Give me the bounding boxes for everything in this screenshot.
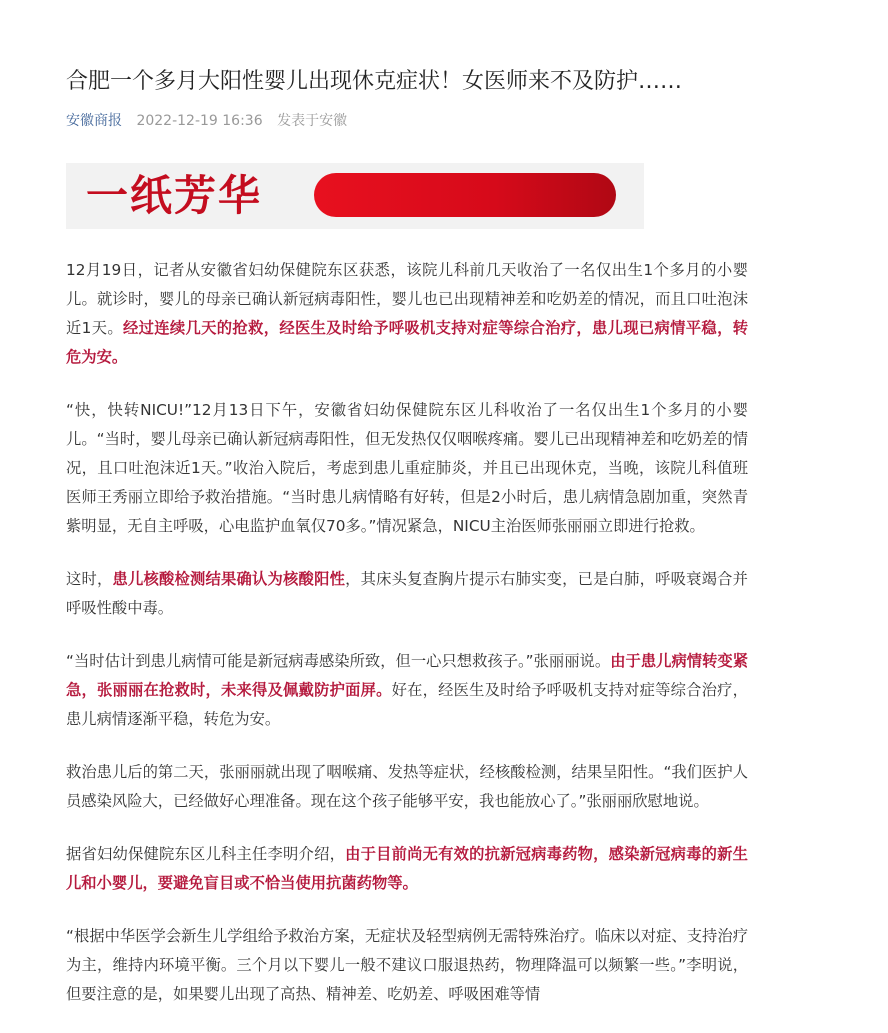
paragraph-text: “当时估计到患儿病情可能是新冠病毒感染所致，但一心只想救孩子。”张丽丽说。 [66,652,611,670]
paragraph-text: 救治患儿后的第二天，张丽丽就出现了咽喉痛、发热等症状，经核酸检测，结果呈阳性。“我们医护人员感染风险大，已经做好心理准备。现在这个孩子能够平安，我也能放心了。”张丽丽欣慰地说。 [66,763,748,810]
highlighted-text: 由于目前尚无有效的抗新冠病毒药物，感染新冠病毒的新生儿和小婴儿，要避免盲目或不恰当使用抗菌药物等。 [66,845,748,892]
publish-time: 2022-12-19 16:36 [136,113,263,129]
banner-red-bar [314,173,616,217]
publish-location: 发表于安徽 [277,113,348,129]
article-meta [66,110,347,132]
paragraph [66,396,748,541]
paragraph [66,840,748,898]
paragraph [66,758,748,816]
article-body [66,256,748,1033]
banner-image [66,163,644,229]
paragraph-text: “快，快转NICU!”12月13日下午，安徽省妇幼保健院东区儿科收治了一名仅出生1个多月的小婴儿。“当时，婴儿母亲已确认新冠病毒阳性，但无发热仅仅咽喉疼痛。婴儿已出现精神差和吃奶差的情况，且口吐泡沫近1天。”收治入院后，考虑到患儿重症肺炎，并且已出现休克，当晚，该院儿科值班医师王秀丽立即给予救治措施。“当时患儿病情略有好转，但是2小时后，患儿病情急剧加重，突然青紫明显，无自主呼吸，心电监护血氧仅70多。”情况紧急，NICU主治医师张丽丽立即进行抢救。 [66,401,748,535]
paragraph-text: 据省妇幼保健院东区儿科主任李明介绍， [66,845,346,863]
paragraph-text: 12月19日，记者从安徽省妇幼保健院东区获悉，该院儿科前几天收治了一名仅出生1个多月的小婴儿。就诊时，婴儿的母亲已确认新冠病毒阳性，婴儿也已出现精神差和吃奶差的情况，而且口吐泡沫近1天。 [66,261,748,337]
highlighted-text: 患儿核酸检测结果确认为核酸阳性 [112,570,346,588]
paragraph [66,647,748,734]
paragraph-text: ，其床头复查胸片提示右肺实变，已是白肺，呼吸衰竭合并呼吸性酸中毒。 [66,570,748,617]
paragraph [66,565,748,623]
highlighted-text: 经过连续几天的抢救，经医生及时给予呼吸机支持对症等综合治疗，患儿现已病情平稳，转危为安。 [66,319,748,366]
source-link[interactable]: 安徽商报 [66,113,122,129]
paragraph-text: 好在，经医生及时给予呼吸机支持对症等综合治疗，患儿病情逐渐平稳，转危为安。 [66,681,748,728]
banner-text: 一纸芳华 [86,171,263,220]
paragraph-text: 这时， [66,570,113,588]
highlighted-text: 由于患儿病情转变紧急，张丽丽在抢救时，未来得及佩戴防护面屏。 [66,652,748,699]
paragraph-text: “根据中华医学会新生儿学组给予救治方案，无症状及轻型病例无需特殊治疗。临床以对症、支持治疗为主，维持内环境平衡。三个月以下婴儿一般不建议口服退热药，物理降温可以频繁一些。”李明说，但要注意的是，如果婴儿出现了高热、精神差、吃奶差、呼吸困难等情 [66,927,748,1003]
paragraph [66,256,748,372]
paragraph [66,922,748,1009]
article-title: 合肥一个多月大阳性婴儿出现休克症状！女医师来不及防护…… [66,69,683,94]
